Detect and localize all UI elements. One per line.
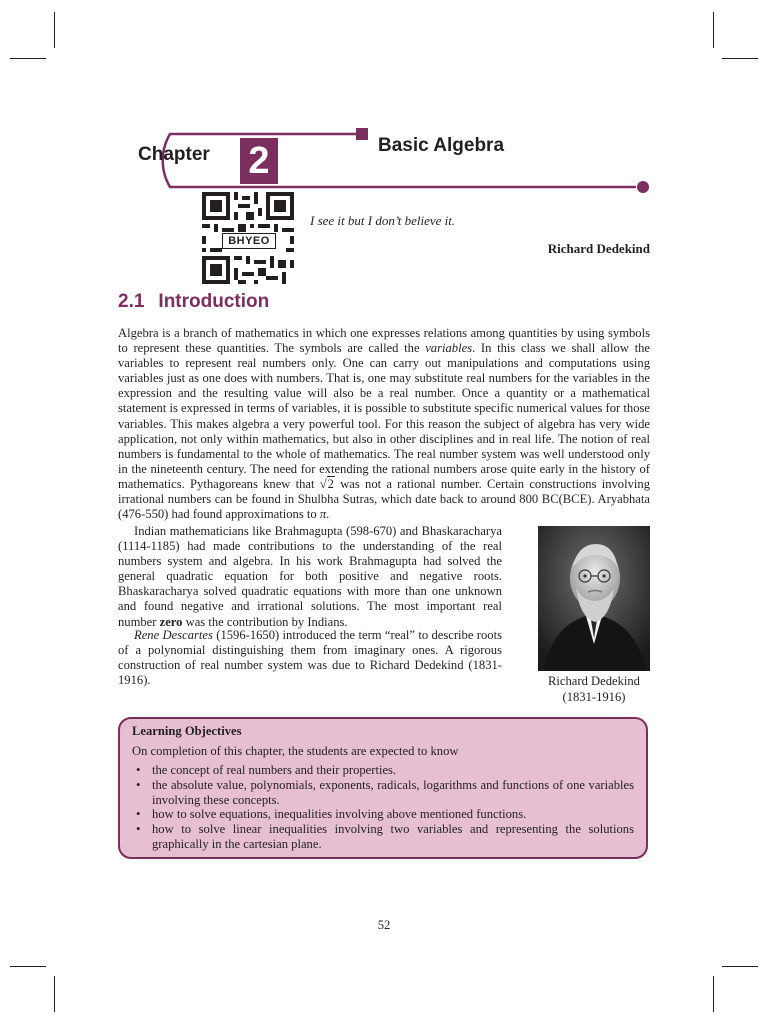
- paragraph-text: was the contribution by Indians.: [182, 614, 348, 629]
- sqrt-radicand: 2: [327, 476, 334, 491]
- chapter-title: Basic Algebra: [378, 135, 505, 156]
- bullet-icon: •: [136, 777, 141, 792]
- page-number: 52: [377, 918, 391, 932]
- list-item: [136, 807, 634, 822]
- paragraph-text: (1596-1650) introduced the term “real” to describe roots of a polynomial distinguishing them from imaginary ones. A rigorous construction of real number system was due to Richard Dedekind (1831-1916).: [118, 628, 502, 688]
- portrait-caption: [522, 674, 666, 705]
- list-item-text: how to solve equations, inequalities involving above mentioned functions.: [152, 807, 527, 822]
- indian-mathematicians-paragraph: [118, 524, 502, 630]
- crop-mark: [713, 976, 714, 1012]
- list-item: [136, 777, 634, 808]
- chapter-label: Chapter: [138, 144, 210, 165]
- qr-code-label: BHYEO: [222, 233, 276, 249]
- emphasis-variables: variables: [425, 341, 473, 356]
- pi-symbol: π: [319, 507, 327, 522]
- list-item-text: how to solve linear inequalities involving two variables and representing the solutions graphically in the cartesian plane.: [152, 822, 634, 851]
- emphasis-zero: zero: [159, 614, 183, 629]
- paragraph-text: .: [326, 507, 330, 522]
- learning-objectives-list: [132, 763, 634, 852]
- crop-mark: [722, 966, 758, 967]
- portrait-caption-name: Richard Dedekind: [548, 674, 640, 688]
- learning-objectives-intro: On completion of this chapter, the students are expected to know: [132, 744, 459, 758]
- dedekind-portrait-image: [538, 526, 650, 671]
- crop-mark: [54, 976, 55, 1012]
- list-item: [136, 822, 634, 852]
- descartes-paragraph: [118, 628, 502, 688]
- section-number: 2.1: [118, 291, 145, 312]
- epigraph-quote: I see it but I don’t believe it.: [310, 213, 456, 228]
- learning-objectives-title: Learning Objectives: [132, 724, 242, 738]
- paragraph-text: . In this class we shall allow the variables to represent real numbers only. One can carry out manipulations and computations using variables just as one does with numbers. That is, one may substitute real numbers for the variables in the expression and the resulting value will also be a real number. Once a quantity or a mathematical statement is expressed in terms of variables, it is possible to substitute specific numerical values for those variables. This makes algebra a very powerful tool. For this reason the subject of algebra has very wide application, not only within mathematics, but also in other disciplines and in real life. The notion of real numbers is fundamental to the whole of mathematics. The real number system was well understood only in the nineteenth century. The need for extending the rational numbers arose quite early in the history of mathematics. Pythagoreans knew that: [118, 341, 650, 491]
- section-title: Introduction: [158, 291, 270, 312]
- paragraph-text: Indian mathematicians like Brahmagupta (598-670) and Bhaskaracharya (1114-1185) had made contributions to the understanding of the real numbers system and algebra. In his work Brahmagupta had solved the general quadratic equation for both positive and negative roots. Bhaskaracharya solved quadratic equations with more than one unknown and found negative and irrational solutions. The most important real number: [118, 524, 502, 629]
- bullet-icon: •: [136, 763, 141, 777]
- list-item: [136, 763, 634, 778]
- emphasis-descartes: Rene Descartes: [134, 628, 213, 642]
- list-item-text: the absolute value, polynomials, exponents, radicals, logarithms and functions of one variables involving these concepts.: [152, 777, 634, 807]
- bullet-icon: •: [136, 822, 141, 837]
- chapter-header-ornament: [0, 0, 768, 210]
- paragraph-text: Algebra is a branch of mathematics in which one expresses relations among quantities by using symbols to represent these quantities. The symbols are called the: [118, 326, 650, 356]
- epigraph-author: Richard Dedekind: [547, 241, 650, 256]
- sqrt-two: [320, 476, 335, 491]
- section-heading: [118, 291, 269, 313]
- list-item-text: the concept of real numbers and their properties.: [152, 763, 397, 777]
- portrait-caption-years: (1831-1916): [562, 689, 626, 704]
- chapter-number: 2: [240, 138, 278, 184]
- crop-mark: [10, 966, 46, 967]
- intro-paragraph: [118, 326, 650, 522]
- learning-objectives-box: [118, 717, 648, 859]
- sqrt-symbol: √: [319, 476, 327, 491]
- bullet-icon: •: [136, 807, 141, 822]
- paragraph-text: was not a rational number. Certain constructions involving irrational numbers can be found in Shulbha Sutras, which date back to around 800 BC(BCE). Aryabhata (476-550) had found approximations to: [118, 476, 650, 522]
